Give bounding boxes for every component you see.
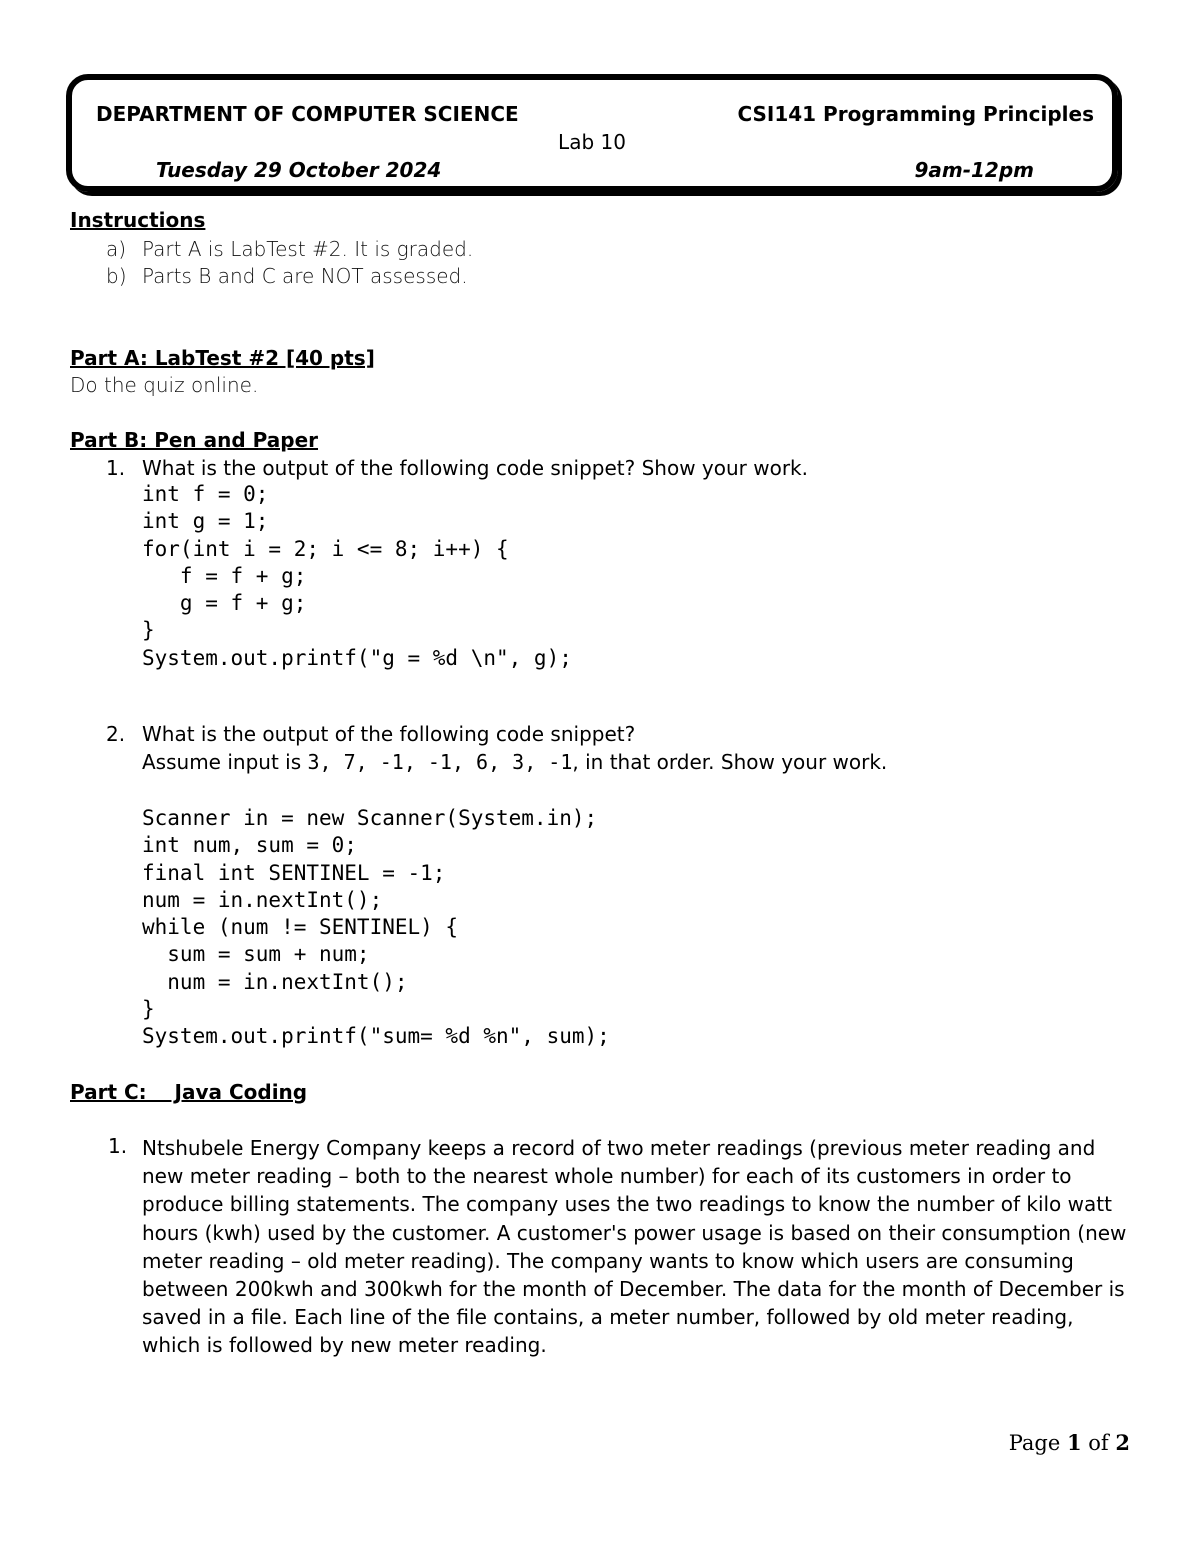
part-c-heading: Part C: Java Coding [70,1080,308,1104]
course-title: CSI141 Programming Principles [737,102,1094,126]
department-name: DEPARTMENT OF COMPUTER SCIENCE [96,102,519,126]
part-b-heading: Part B: Pen and Paper [70,428,319,452]
lab-time: 9am-12pm [914,158,1034,182]
question-number: 2. [106,722,126,746]
list-marker: b) [106,264,127,288]
assume-prefix: Assume input is [142,750,308,774]
instruction-text: Parts B and C are NOT assessed. [142,264,468,288]
part-a-heading: Part A: LabTest #2 [40 pts] [70,346,375,370]
instruction-item [106,264,468,288]
code-snippet-1: int f = 0; int g = 1; for(int i = 2; i <= 8; i++) { f = f + g; g = f + g; } System.out.printf("g = %d \n", g); [142,482,572,670]
assume-input-line [142,750,887,774]
question-text: What is the output of the following code snippet? [142,722,636,746]
page-number: 1 [1066,1430,1082,1455]
of-label: of [1088,1431,1109,1455]
page-total: 2 [1115,1430,1130,1455]
page-footer [1009,1430,1130,1455]
question-number: 1. [106,456,126,480]
header-box [66,74,1118,192]
instruction-item [106,237,473,261]
question-paragraph: Ntshubele Energy Company keeps a record of two meter readings (previous meter reading and new meter reading – both to the nearest whole number) for each of its customers in order to produce billing statements. The company uses the two readings to know the number of kilo watt hours (kwh) used by the customer. A customer's power usage is based on their consumption (new meter reading – old meter reading). The company wants to know which users are consuming between 200kwh and 300kwh for the month of December. The data for the month of December is saved in a file. Each line of the file contains, a meter number, followed by old meter reading, which is followed by new meter reading. [142,1136,1127,1358]
page-label: Page [1008,1431,1061,1455]
question-text: What is the output of the following code snippet? Show your work. [142,456,808,480]
part-a-text: Do the quiz online. [70,373,259,397]
lab-date: Tuesday 29 October 2024 [156,158,442,182]
code-snippet-2: Scanner in = new Scanner(System.in); int num, sum = 0; final int SENTINEL = -1; num = in.nextInt(); while (num != SENTINEL) { sum = sum + num; num = in.nextInt(); } System.out.printf("sum= %d %n", sum); [142,806,610,1049]
question-number: 1. [108,1134,128,1158]
assume-suffix: , in that order. Show your work. [572,750,888,774]
assume-values: 3, 7, -1, -1, 6, 3, -1 [307,750,573,774]
instruction-text: Part A is LabTest #2. It is graded. [142,237,474,261]
list-marker: a) [106,237,127,261]
lab-title: Lab 10 [558,130,626,154]
instructions-heading: Instructions [70,208,206,232]
